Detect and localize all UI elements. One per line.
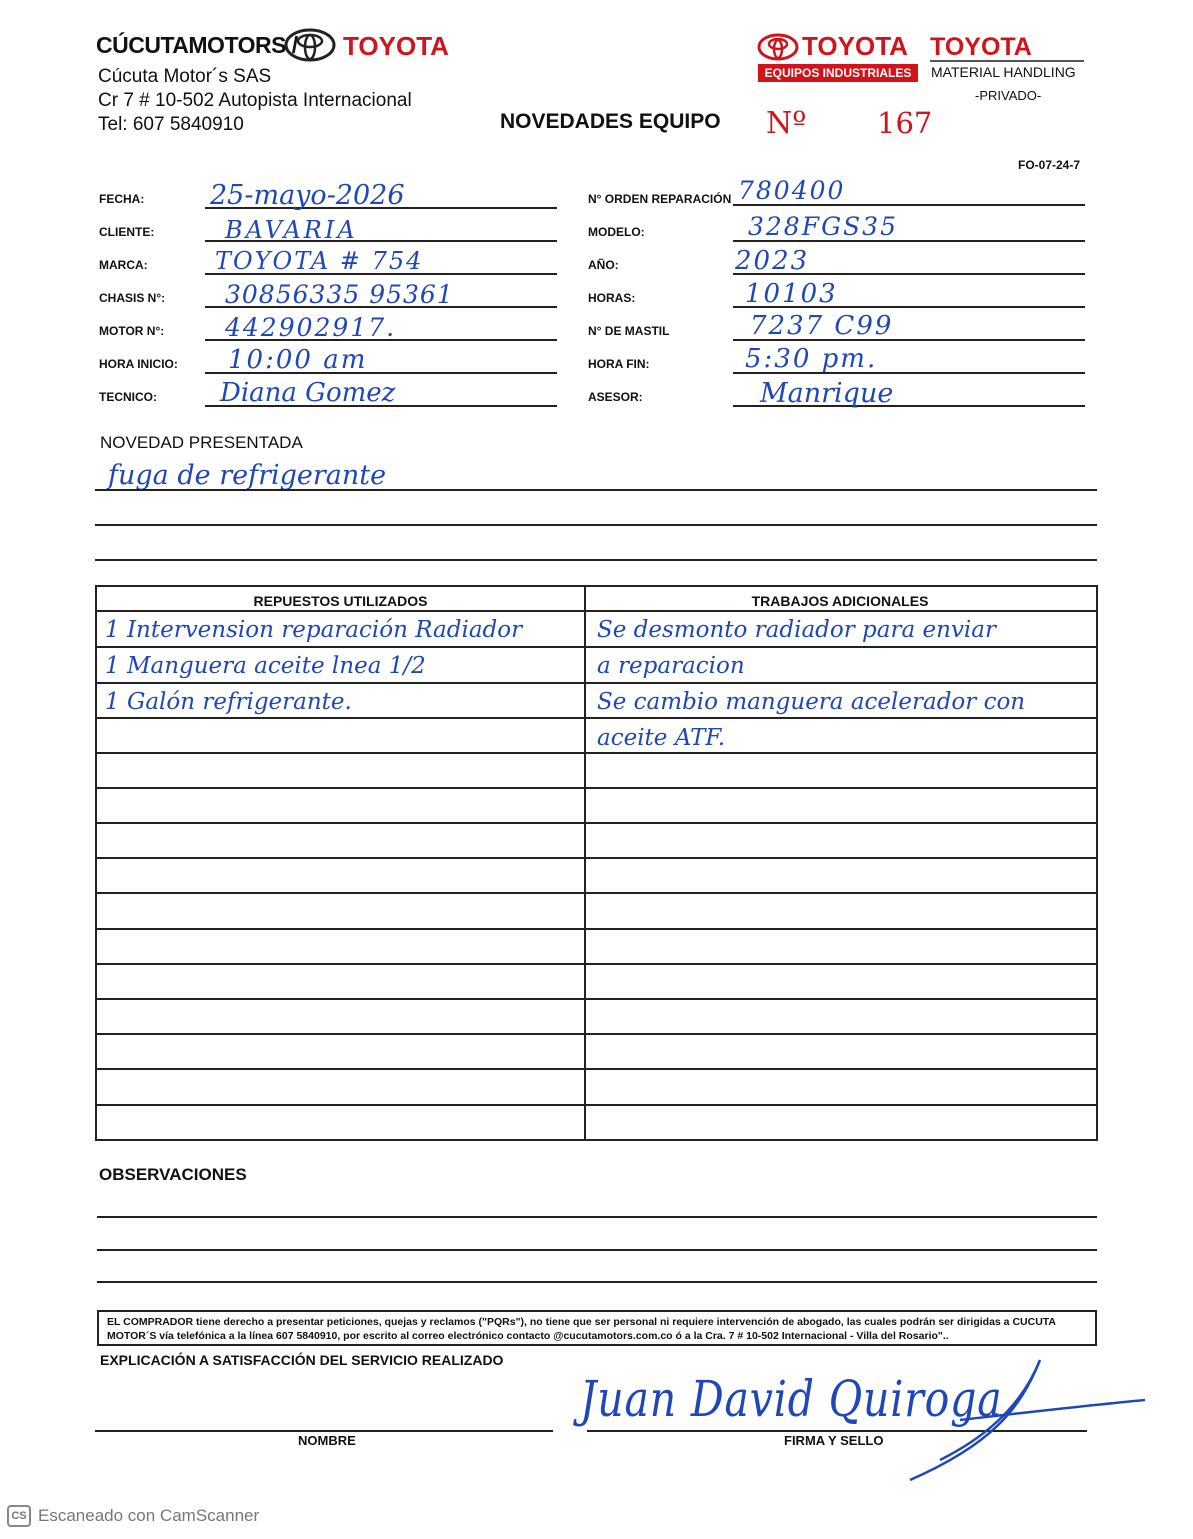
table-row-line [97, 928, 1096, 930]
toyota-logo-right-icon [757, 33, 799, 61]
camscanner-logo-icon [7, 1505, 31, 1527]
privado-label: -PRIVADO- [975, 88, 1042, 103]
nombre-label: NOMBRE [298, 1433, 356, 1448]
form-title: NOVEDADES EQUIPO [500, 110, 721, 133]
brand-toyota-left: TOYOTA [343, 31, 449, 61]
toyota-logo-left-icon [283, 27, 337, 63]
form-number: 167 [877, 106, 933, 140]
trabajo-item: Se desmonto radiador para enviar [597, 617, 996, 643]
novedad-text: fuga de refrigerante [108, 460, 387, 491]
value-tecnico: Diana Gomez [220, 378, 396, 408]
repuesto-item: 1 Intervension reparación Radiador [105, 617, 523, 643]
table-row-line [97, 646, 1096, 648]
value-motor: 442902917. [225, 313, 397, 342]
repuesto-item: 1 Galón refrigerante. [105, 689, 352, 715]
signature-flourish-icon [880, 1350, 1150, 1490]
camscanner-logo-text: CS [11, 1510, 27, 1522]
company-phone: Tel: 607 5840910 [98, 114, 244, 135]
label-hora-inicio: HORA INICIO: [99, 357, 178, 371]
label-horas: HORAS: [588, 291, 636, 305]
trabajo-item: aceite ATF. [597, 725, 726, 751]
label-orden: N° ORDEN REPARACIÓN [588, 192, 732, 206]
label-motor: MOTOR N°: [99, 324, 165, 338]
camscanner-text: Escaneado con CamScanner [38, 1506, 260, 1525]
novedad-line-1 [95, 489, 1097, 491]
observaciones-line-2 [97, 1249, 1097, 1251]
table-row-line [97, 717, 1096, 719]
trabajo-item: Se cambio manguera acelerador con [597, 689, 1026, 715]
value-asesor: Manrique [760, 378, 894, 409]
value-hora-inicio: 10:00 am [228, 345, 368, 375]
label-hora-fin: HORA FIN: [588, 357, 650, 371]
table-row-line [97, 1068, 1096, 1070]
table-row-line [97, 998, 1096, 1000]
brand-left [96, 32, 298, 59]
table-row-line [97, 682, 1096, 684]
label-marca: MARCA: [99, 258, 148, 272]
repuestos-trabajos-table [95, 585, 1098, 1141]
table-row-line [97, 892, 1096, 894]
label-chasis: CHASIS N°: [99, 291, 166, 305]
value-hora-fin: 5:30 pm. [745, 344, 878, 374]
novedad-line-3 [95, 559, 1097, 561]
col1-header: REPUESTOS UTILIZADOS [253, 593, 428, 609]
brand-cucutamotors: CÚCUTAMOTORS / [96, 32, 298, 58]
table-row-line [97, 610, 1096, 612]
nombre-line [95, 1430, 553, 1432]
company-address: Cr 7 # 10-502 Autopista Internacional [98, 90, 412, 111]
toyota-right-2: TOYOTA [930, 33, 1032, 61]
table-row-line [97, 857, 1096, 859]
value-cliente: BAVARIA [225, 216, 358, 244]
value-orden: 780400 [738, 176, 846, 205]
observaciones-line-1 [97, 1216, 1097, 1218]
table-row-line [97, 752, 1096, 754]
form-code: FO-07-24-7 [1018, 158, 1081, 172]
signature: Juan David Quiroga [580, 1370, 1003, 1428]
value-horas: 10103 [745, 279, 838, 309]
observaciones-title: OBSERVACIONES [99, 1165, 247, 1184]
label-mastil: N° DE MASTIL [588, 324, 670, 338]
equipos-industriales: EQUIPOS INDUSTRIALES [758, 64, 918, 82]
material-handling: MATERIAL HANDLING [931, 64, 1076, 80]
label-fecha: FECHA: [99, 192, 145, 206]
label-asesor: ASESOR: [588, 390, 643, 404]
value-chasis: 30856335 95361 [225, 280, 454, 309]
label-tecnico: TECNICO: [99, 390, 157, 404]
legal-text: EL COMPRADOR tiene derecho a presentar peticiones, quejas y reclamos ("PQRs"), no tiene que ser personal ni requiere intervención de abogado, las cuales podrán ser dirigidas a CUCUTA MOTOR´S vía telefónica a la línea 607 5840910, por escrito al correo electrónico contacto @cucutamotors.com.co ó a la Cra. 7 # 10-502 Internacional - Villa del Rosario".. [107, 1316, 1056, 1342]
value-modelo: 328FGS35 [748, 212, 898, 241]
firma-label: FIRMA Y SELLO [784, 1433, 884, 1448]
col2-header: TRABAJOS ADICIONALES [751, 593, 929, 609]
observaciones-line-3 [97, 1281, 1097, 1283]
repuesto-item: 1 Manguera aceite lnea 1/2 [105, 653, 426, 679]
value-anio: 2023 [735, 246, 810, 276]
toyota-right-1: TOYOTA [802, 31, 908, 61]
label-anio: AÑO: [588, 258, 619, 272]
novedad-title: NOVEDAD PRESENTADA [100, 433, 303, 452]
value-mastil: 7237 C99 [750, 311, 894, 341]
value-fecha: 25-mayo-2026 [210, 180, 405, 211]
table-row-line [97, 822, 1096, 824]
table-row-line [97, 1033, 1096, 1035]
toyota-right-underline [930, 60, 1084, 62]
legal-box [97, 1310, 1097, 1346]
table-row-line [97, 1104, 1096, 1106]
number-symbol: Nº [766, 106, 807, 141]
label-modelo: MODELO: [588, 225, 645, 239]
table-row-line [97, 787, 1096, 789]
table-row-line [97, 963, 1096, 965]
label-cliente: CLIENTE: [99, 225, 155, 239]
table-divider [584, 587, 586, 1139]
value-marca: TOYOTA # 754 [215, 247, 424, 275]
novedad-line-2 [95, 524, 1097, 526]
company-name: Cúcuta Motor´s SAS [98, 66, 272, 87]
trabajo-item: a reparacion [597, 653, 745, 679]
explicacion-label: EXPLICACIÓN A SATISFACCIÓN DEL SERVICIO REALIZADO [100, 1352, 504, 1368]
